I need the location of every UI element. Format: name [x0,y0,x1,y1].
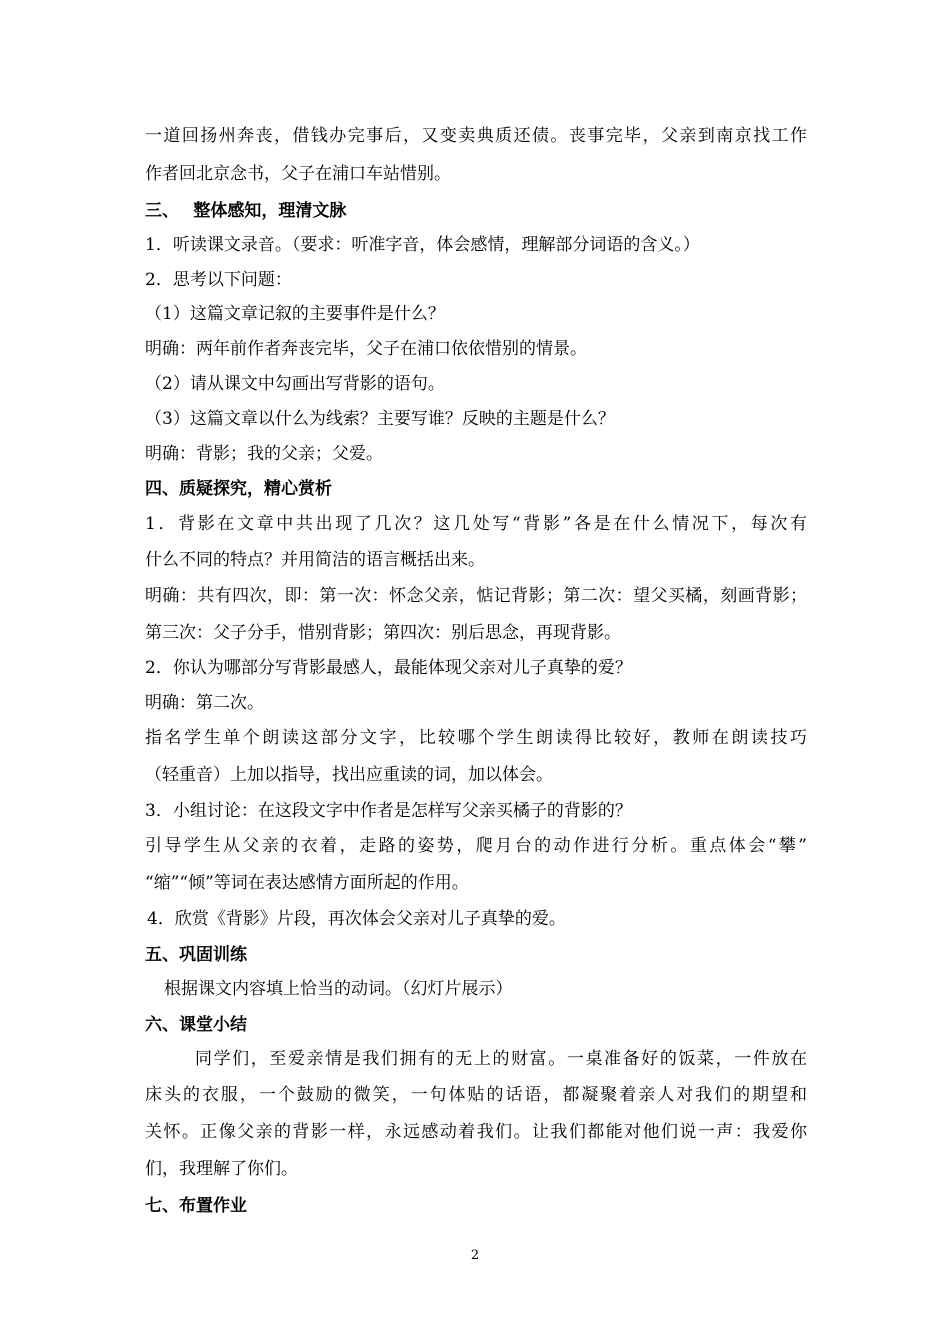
text-line: 明确：两年前作者奔丧完毕，父子在浦口依依惜别的情景。 [145,339,587,359]
text-line: 3．小组讨论：在这段文字中作者是怎样写父亲买橘子的背影的？ [145,801,632,821]
text-line: “缩”“倾”等词在表达感情方面所起的作用。 [145,873,469,893]
text-line: 指名学生单个朗读这部分文字，比较哪个学生朗读得比较好，教师在朗读技巧 [145,728,807,748]
text-line: 明确：共有四次，即：第一次：怀念父亲，惦记背影；第二次：望父买橘，刻画背影； [145,586,807,606]
text-line: （3）这篇文章以什么为线索？主要写谁？反映的主题是什么？ [145,409,615,429]
text-line: 们，我理解了你们。 [145,1159,298,1179]
text-line: 同学们，至爱亲情是我们拥有的无上的财富。一桌准备好的饭菜，一件放在 [195,1049,807,1069]
section-heading: 五、巩固训练 [145,945,247,965]
section-heading: 四、质疑探究，精心赏析 [145,479,332,499]
text-line: 什么不同的特点？并用简洁的语言概括出来。 [145,550,485,570]
section-heading: 七、布置作业 [145,1196,247,1216]
text-line: （2）请从课文中勾画出写背影的语句。 [145,374,445,394]
text-line: 引导学生从父亲的衣着，走路的姿势，爬月台的动作进行分析。重点体会“攀” [145,836,807,856]
page-number: 2 [470,1248,480,1263]
text-line: 2．你认为哪部分写背影最感人，最能体现父亲对儿子真挚的爱？ [145,658,632,678]
text-line: 1．听读课文录音。（要求：听准字音，体会感情，理解部分词语的含义。） [145,235,700,255]
text-line: 关怀。正像父亲的背影一样，永远感动着我们。让我们都能对他们说一声：我爱你 [145,1122,807,1142]
text-line: 床头的衣服，一个鼓励的微笑，一句体贴的话语，都凝聚着亲人对我们的期望和 [145,1085,807,1105]
text-line: 明确：第二次。 [145,693,264,713]
text-line: 第三次：父子分手，惜别背影；第四次：别后思念，再现背影。 [145,623,621,643]
text-line: （轻重音）上加以指导，找出应重读的词，加以体会。 [145,765,553,785]
text-line: （1）这篇文章记叙的主要事件是什么？ [145,304,445,324]
text-line: 4．欣赏《背影》片段，再次体会父亲对儿子真挚的爱。 [147,909,566,929]
text-line: 2．思考以下问题： [145,270,292,290]
section-heading: 六、课堂小结 [145,1015,247,1035]
text-line: 1．背影在文章中共出现了几次？这几处写“背影”各是在什么情况下，每次有 [145,514,807,534]
text-line: 根据课文内容填上恰当的动词。（幻灯片展示） [164,979,513,999]
text-line: 作者回北京念书，父子在浦口车站惜别。 [145,164,451,184]
section-heading: 三、 整体感知，理清文脉 [145,201,347,221]
text-line: 明确：背影；我的父亲；父爱。 [145,444,383,464]
text-line: 一道回扬州奔丧，借钱办完事后，又变卖典质还债。丧事完毕，父亲到南京找工作 [145,126,807,146]
